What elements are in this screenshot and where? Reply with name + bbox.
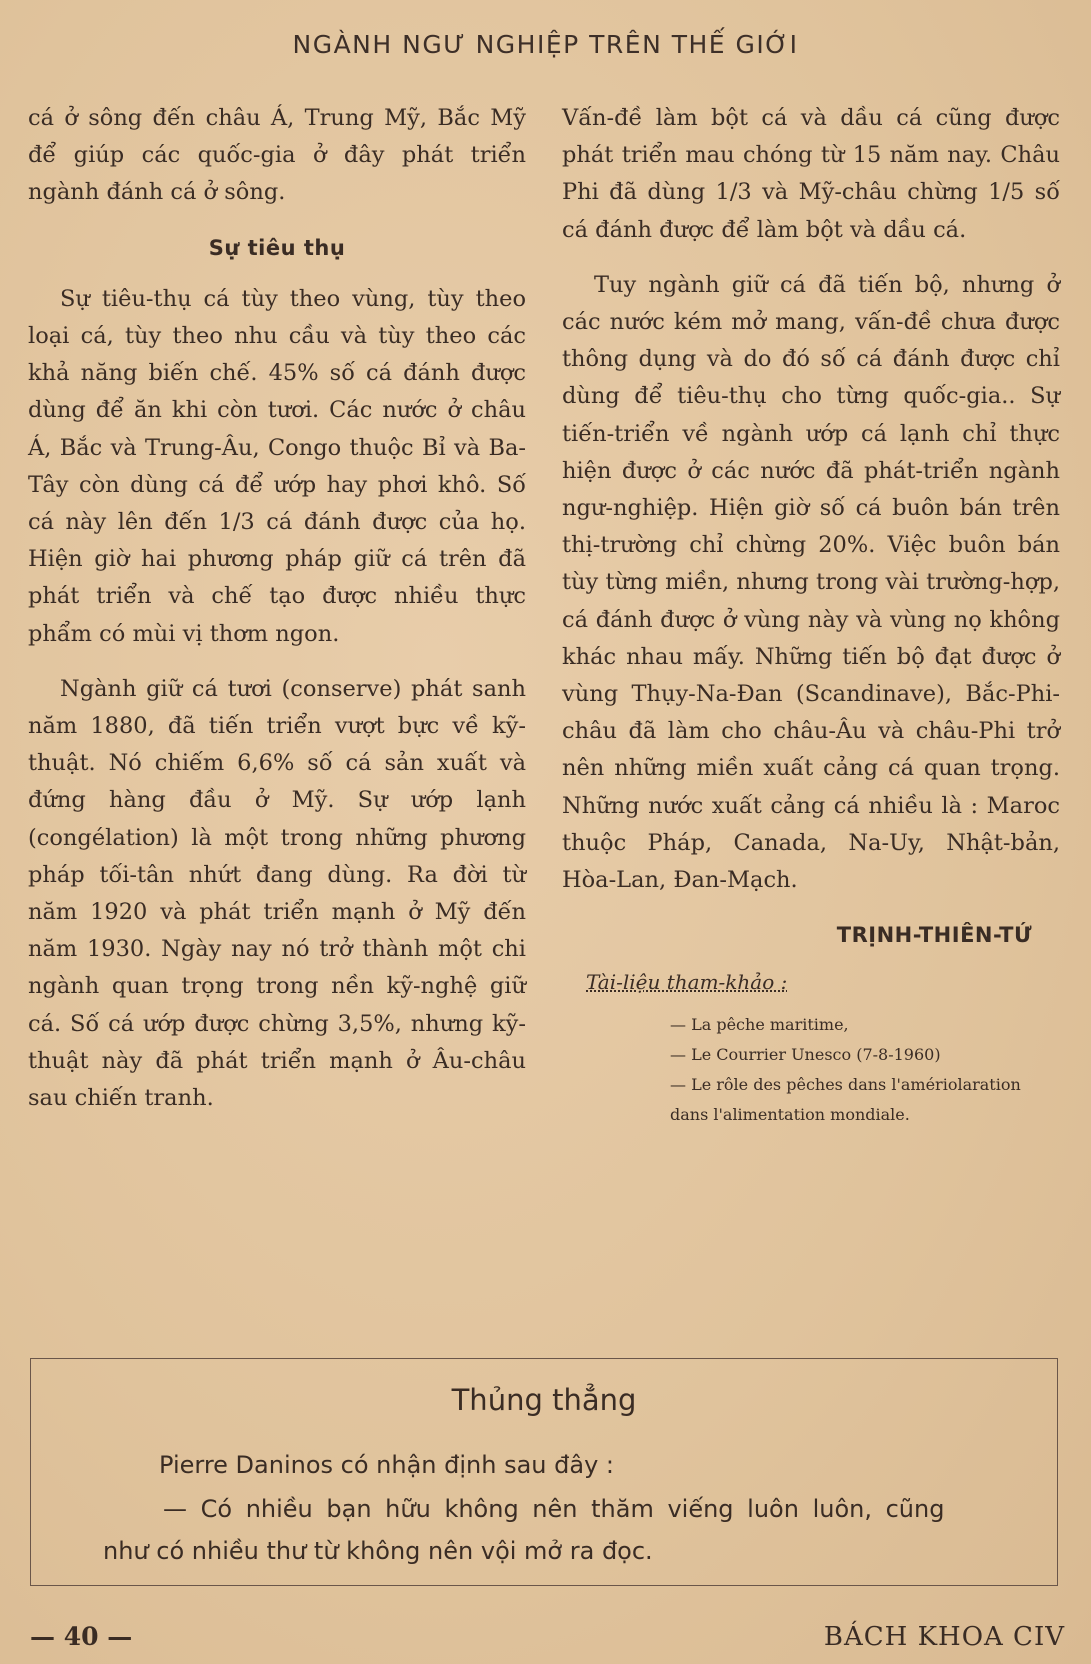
references-title: Tài-liệu tham-khảo :	[586, 970, 788, 995]
paragraph: cá ở sông đến châu Á, Trung Mỹ, Bắc Mỹ để giúp các quốc-gia ở đây phát triển ngành đánh cá ở sông.	[28, 105, 526, 206]
quote-line: như có nhiều thư từ không nên vội mở ra đọc.	[103, 1537, 653, 1565]
paragraph: Ngành giữ cá tươi (conserve) phát sanh năm 1880, đã tiến triển vượt bực về kỹ-thuật. Nó chiếm 6,6% số cá sản xuất và đứng hàng đầu ở Mỹ. Sự ướp lạnh (congélation) là một trong những phương pháp tối-tân nhứt đang dùng. Ra đời từ năm 1920 và phát triển mạnh ở Mỹ đến năm 1930. Ngày nay nó trở thành một chi ngành quan trọng trong nền kỹ-nghệ giữ cá. Số cá ướp được chừng 3,5%, nhưng kỹ-thuật này đã phát triển mạnh ở Âu-châu sau chiến tranh.	[28, 675, 526, 1112]
quote-line: Pierre Daninos có nhận định sau đây :	[159, 1451, 614, 1479]
reference-item: — Le Courrier Unesco (7-8-1960)	[670, 1044, 941, 1064]
quote-box	[30, 1358, 1058, 1586]
right-column	[562, 100, 1060, 1130]
section-title: Sự tiêu thụ	[208, 235, 346, 260]
left-column	[28, 100, 526, 1135]
quote-box-title: Thủng thẳng	[451, 1383, 637, 1417]
references-list	[562, 1010, 1060, 1130]
paragraph: Vấn-đề làm bột cá và dầu cá cũng được phát triển mau chóng từ 15 năm nay. Châu Phi đã dùng 1/3 và Mỹ-châu chừng 1/5 số cá đánh được để làm bột và dầu cá.	[562, 105, 1060, 243]
publication-name: BÁCH KHOA CIV	[823, 1622, 1065, 1652]
reference-item: — Le rôle des pêches dans l'amériolaration dans l'alimentation mondiale.	[670, 1074, 1021, 1124]
quote-line: — Có nhiều bạn hữu không nên thăm viếng luôn luôn, cũng	[163, 1495, 945, 1523]
paragraph: Tuy ngành giữ cá đã tiến bộ, nhưng ở các nước kém mở mang, vấn-đề chưa được thông dụng và do đó số cá đánh được chỉ dùng để tiêu-thụ cho từng quốc-gia.. Sự tiến-triển về ngành ướp cá lạnh chỉ thực hiện được ở các nước đã phát-triển ngành ngư-nghiệp. Hiện giờ số cá buôn bán trên thị-trường chỉ chừng 20%. Việc buôn bán tùy từng miền, nhưng trong vài trường-hợp, cá đánh được ở vùng này và vùng nọ không khác nhau mấy. Những tiến bộ đạt được ở vùng Thụy-Na-Đan (Scandinave), Bắc-Phi-châu đã làm cho châu-Âu và châu-Phi trở nên những miền xuất cảng cá quan trọng. Những nước xuất cảng cá nhiều là : Maroc thuộc Pháp, Canada, Na-Uy, Nhật-bản, Hòa-Lan, Đan-Mạch.	[562, 271, 1060, 894]
page-number: — 40 —	[30, 1622, 133, 1651]
paragraph: Sự tiêu-thụ cá tùy theo vùng, tùy theo loại cá, tùy theo nhu cầu và tùy theo các khả năng biến chế. 45% số cá đánh được dùng để ăn khi còn tươi. Các nước ở châu Á, Bắc và Trung-Âu, Congo thuộc Bỉ và Ba-Tây còn dùng cá để ướp hay phơi khô. Số cá này lên đến 1/3 cá đánh được của họ. Hiện giờ hai phương pháp giữ cá trên đã phát triển và chế tạo được nhiều thực phẩm có mùi vị thơm ngon.	[28, 285, 526, 647]
author-name: TRỊNH-THIÊN-TỨ	[836, 923, 1032, 948]
reference-item: — La pêche maritime,	[670, 1014, 849, 1034]
page-header: NGÀNH NGƯ NGHIỆP TRÊN THẾ GIỚI	[292, 30, 799, 59]
